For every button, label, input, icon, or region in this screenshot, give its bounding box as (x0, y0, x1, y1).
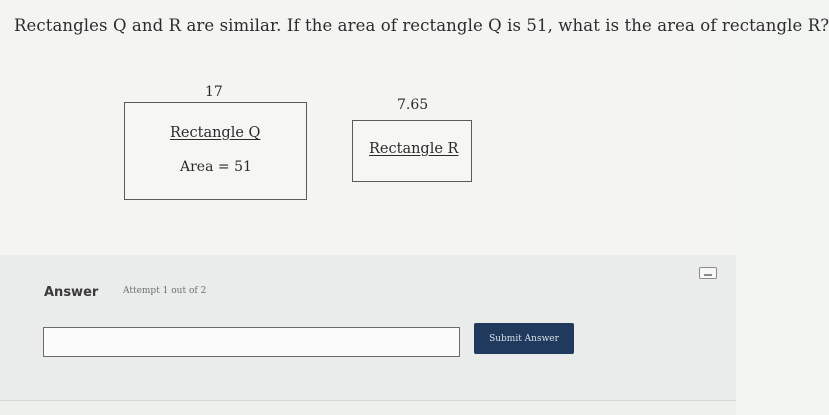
attempt-counter: Attempt 1 out of 2 (123, 286, 207, 296)
rectangle-r-name: Rectangle R (369, 141, 459, 157)
rectangle-q-width-label: 17 (205, 84, 223, 100)
keyboard-icon[interactable] (699, 267, 717, 279)
rectangle-q (124, 102, 307, 200)
answer-panel (0, 255, 736, 400)
rectangle-r-width-label: 7.65 (397, 97, 429, 113)
footer-strip (0, 400, 736, 415)
submit-answer-button[interactable]: Submit Answer (474, 323, 574, 354)
rectangle-q-name: Rectangle Q (170, 125, 261, 141)
rectangle-q-area: Area = 51 (180, 159, 252, 175)
answer-input[interactable] (43, 327, 460, 357)
question-text: Rectangles Q and R are similar. If the area of rectangle Q is 51, what is the area of rectangle R? (14, 16, 829, 35)
answer-label: Answer (44, 285, 99, 300)
rectangle-r (352, 120, 472, 182)
